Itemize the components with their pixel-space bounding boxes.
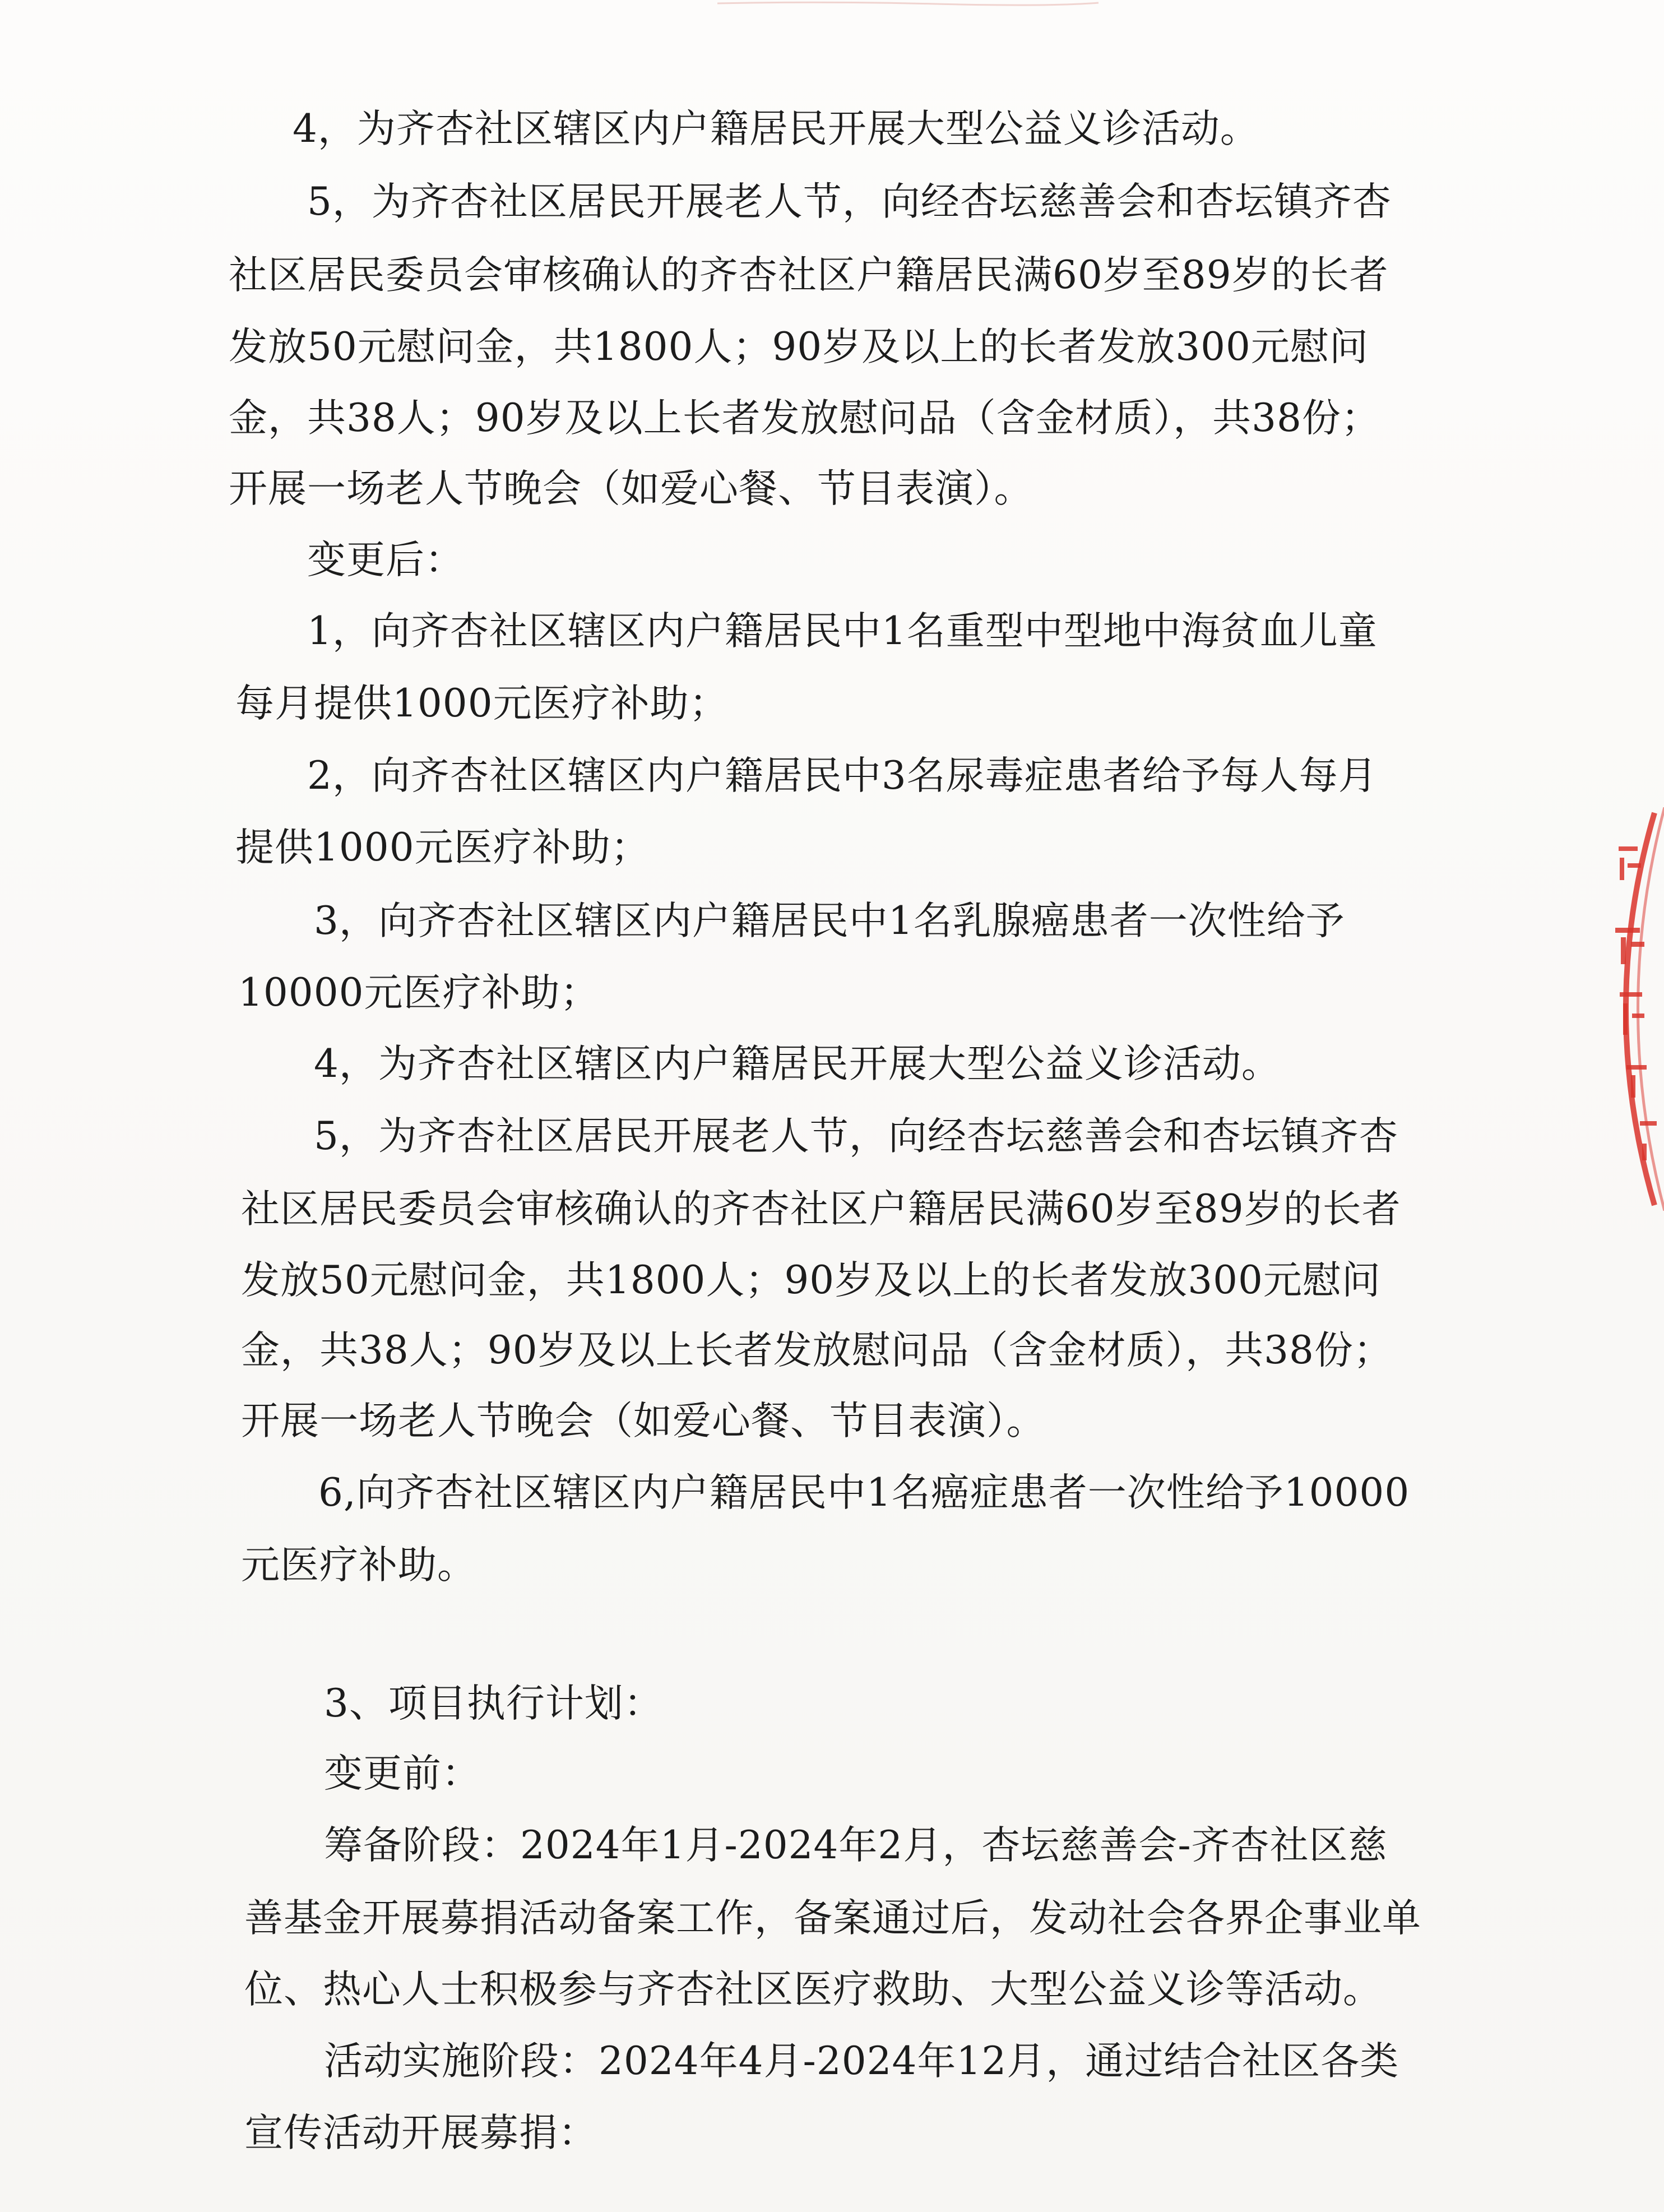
text-line: 4，为齐杏社区辖区内户籍居民开展大型公益义诊活动。 [293, 107, 1259, 151]
text-line: 每月提供1000元医疗补助； [235, 681, 729, 726]
text-line: 善基金开展募捐活动备案工作，备案通过后，发动社会各界企事业单 [244, 1896, 1421, 1941]
text-line: 社区居民委员会审核确认的齐杏社区户籍居民满60岁至89岁的长者 [229, 253, 1389, 298]
text-line: 6,向齐杏社区辖区内户籍居民中1名癌症患者一次性给予10000 [318, 1470, 1410, 1515]
text-line: 元医疗补助。 [241, 1543, 476, 1588]
text-line: 开展一场老人节晚会（如爱心餐、节目表演）。 [241, 1399, 1046, 1443]
text-line: 提供1000元医疗补助； [235, 825, 650, 870]
text-line: 社区居民委员会审核确认的齐杏社区户籍居民满60岁至89岁的长者 [241, 1187, 1401, 1232]
text-line: 1，向齐杏社区辖区内户籍居民中1名重型中型地中海贫血儿童 [307, 609, 1378, 654]
text-line: 金，共38人；90岁及以上长者发放慰问品（含金材质），共38份； [241, 1328, 1393, 1373]
text-line: 金，共38人；90岁及以上长者发放慰问品（含金材质），共38份； [229, 396, 1380, 441]
text-line: 2，向齐杏社区辖区内户籍居民中3名尿毒症患者给予每人每月 [307, 753, 1378, 798]
text-line: 5，为齐杏社区居民开展老人节，向经杏坛慈善会和杏坛镇齐杏 [307, 179, 1392, 224]
text-line: 活动实施阶段：2024年4月-2024年12月，通过结合社区各类 [324, 2039, 1399, 2084]
top-edge-mark [712, 0, 1104, 8]
text-line: 筹备阶段：2024年1月-2024年2月，杏坛慈善会-齐杏社区慈 [324, 1823, 1388, 1868]
text-line: 发放50元慰问金，共1800人；90岁及以上的长者发放300元慰问 [229, 325, 1369, 369]
section-label: 变更后： [307, 538, 464, 582]
red-seal-stamp-edge [1586, 807, 1664, 1211]
text-line: 开展一场老人节晚会（如爱心餐、节目表演）。 [229, 466, 1033, 511]
text-line: 10000元医疗补助； [238, 970, 600, 1015]
text-line: 3，向齐杏社区辖区内户籍居民中1名乳腺癌患者一次性给予 [314, 899, 1345, 943]
text-line: 4，为齐杏社区辖区内户籍居民开展大型公益义诊活动。 [314, 1042, 1281, 1086]
text-line: 发放50元慰问金，共1800人；90岁及以上的长者发放300元慰问 [241, 1258, 1381, 1303]
text-line: 位、热心人士积极参与齐杏社区医疗救助、大型公益义诊等活动。 [244, 1967, 1382, 2012]
section-label: 变更前： [324, 1751, 481, 1796]
text-line: 宣传活动开展募捐： [244, 2111, 597, 2155]
section-heading: 3、项目执行计划： [324, 1681, 663, 1726]
text-line: 5，为齐杏社区居民开展老人节，向经杏坛慈善会和杏坛镇齐杏 [314, 1114, 1398, 1159]
